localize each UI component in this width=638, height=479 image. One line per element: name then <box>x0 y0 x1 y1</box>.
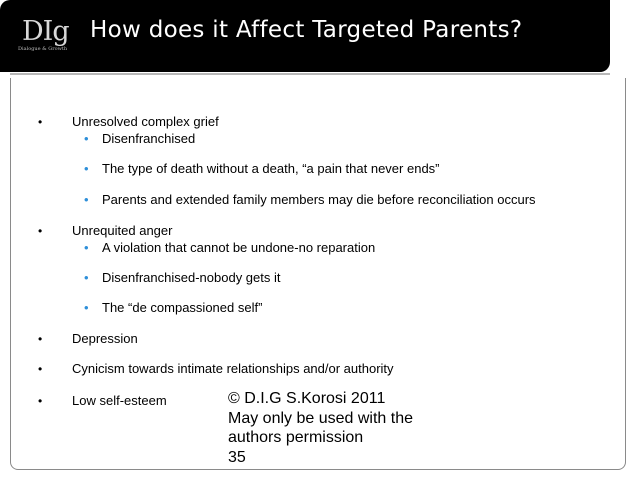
copyright-line: © D.I.G S.Korosi 2011 <box>228 390 386 407</box>
sub-bullet-item <box>84 131 196 147</box>
bullet-item <box>38 223 173 239</box>
bullet-text: Disenfranchised <box>102 131 196 146</box>
copyright-line: authors permission <box>228 429 364 446</box>
bullet-text: The “de compassioned self” <box>102 300 263 315</box>
logo-text: DIg <box>22 16 69 47</box>
sub-bullet-item <box>84 270 281 286</box>
sub-bullet-icon: • <box>84 192 89 207</box>
bullet-icon: • <box>38 362 43 376</box>
bullet-item <box>38 393 167 409</box>
bullet-item <box>38 331 138 347</box>
bullet-text: Unresolved complex grief <box>72 114 219 129</box>
bullet-text: Unrequited anger <box>72 223 173 238</box>
copyright-notice <box>228 389 448 467</box>
bullet-text: A violation that cannot be undone-no reparation <box>102 240 376 255</box>
logo-subtext: Dialogue & Growth <box>18 46 68 52</box>
sub-bullet-item <box>84 240 376 256</box>
copyright-line: May only be used with the <box>228 409 413 427</box>
bullet-text: The type of death without a death, “a pain that never ends” <box>102 161 440 176</box>
slide-number: 35 <box>228 448 246 466</box>
bullet-icon: • <box>38 224 43 238</box>
sub-bullet-icon: • <box>84 300 89 315</box>
sub-bullet-item <box>84 300 263 316</box>
bullet-item <box>38 114 219 130</box>
bullet-icon: • <box>38 332 43 346</box>
sub-bullet-icon: • <box>84 240 89 255</box>
bullet-text: Cynicism towards intimate relationships and/or authority <box>72 361 394 376</box>
sub-bullet-item <box>84 192 536 208</box>
bullet-text: Disenfranchised-nobody gets it <box>102 270 281 285</box>
bullet-item <box>38 361 394 377</box>
slide-title: How does it Affect Targeted Parents? <box>90 17 523 43</box>
bullet-icon: • <box>38 115 43 129</box>
sub-bullet-icon: • <box>84 131 89 146</box>
sub-bullet-icon: • <box>84 161 89 176</box>
bullet-text: Low self-esteem <box>72 393 167 408</box>
sub-bullet-icon: • <box>84 270 89 285</box>
sub-bullet-item <box>84 161 440 177</box>
bullet-icon: • <box>38 394 43 408</box>
bullet-text: Parents and extended family members may die before reconciliation occurs <box>102 192 536 207</box>
bullet-text: Depression <box>72 331 138 346</box>
